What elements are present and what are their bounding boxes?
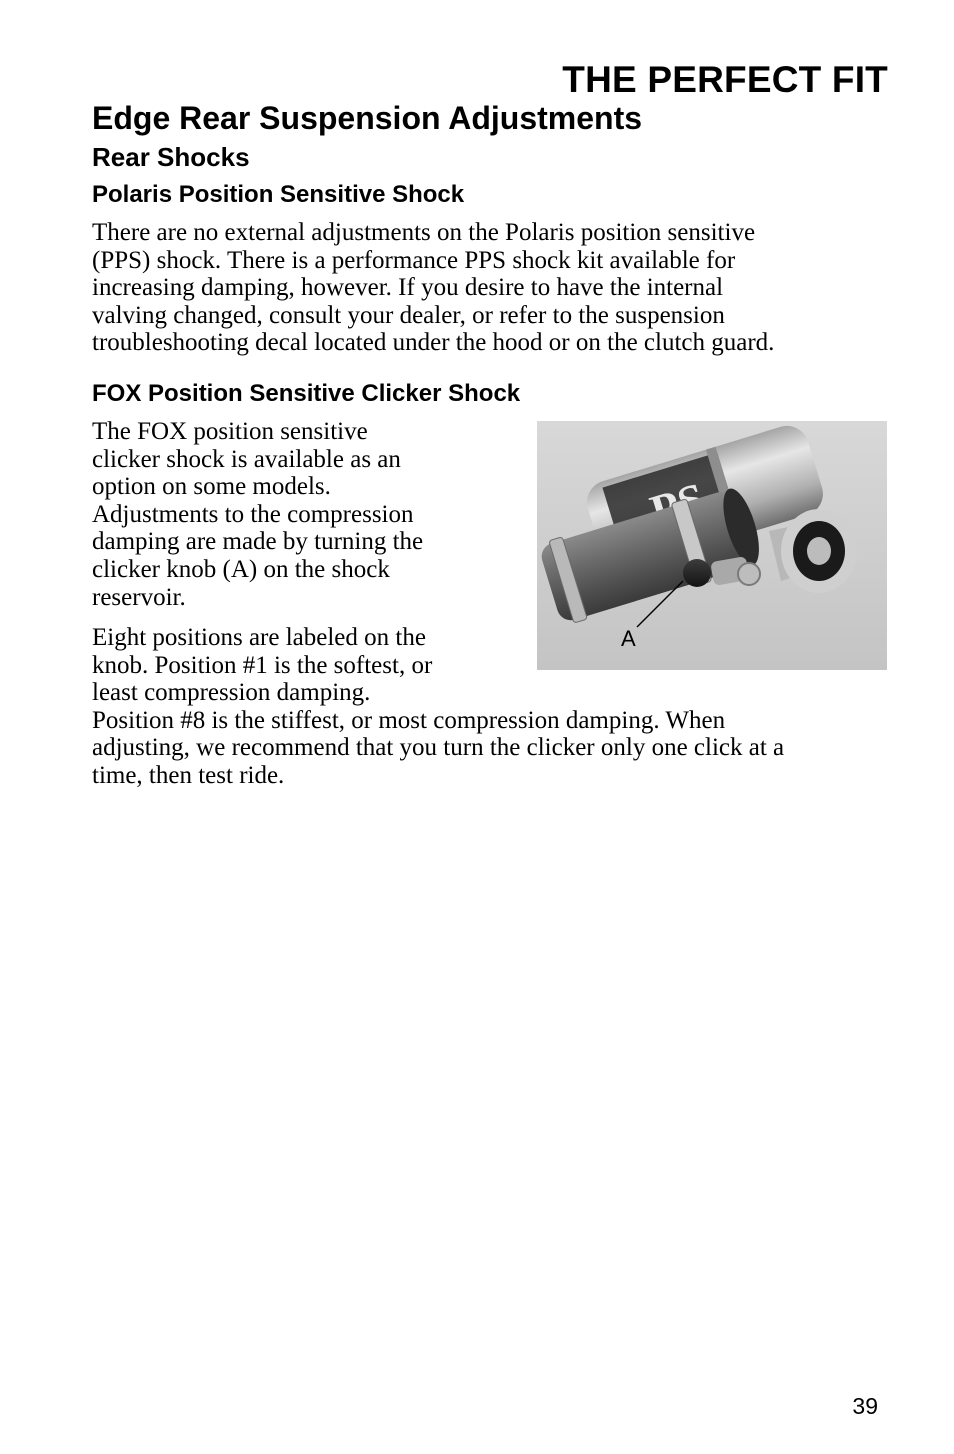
text-line: increasing damping, however. If you desire to have the internal (92, 274, 724, 302)
text-line: Eight positions are labeled on the (92, 624, 426, 651)
polaris-paragraph (92, 219, 774, 357)
text-line: adjusting, we recommend that you turn the clicker only one click at a (92, 734, 785, 762)
text-line: knob. Position #1 is the softest, or (92, 651, 433, 679)
text-line: valving changed, consult your dealer, or refer to the suspension (92, 301, 725, 329)
text-line: Adjustments to the compression (92, 500, 414, 528)
subsection-title: Rear Shocks (92, 142, 250, 172)
text-line: time, then test ride. (92, 761, 285, 789)
shock-illustration (537, 421, 887, 670)
text-line: The FOX position sensitive (92, 418, 368, 445)
shock-photo (537, 421, 887, 670)
text-line: (PPS) shock. There is a performance PPS shock kit available for (92, 246, 736, 274)
text-line: clicker shock is available as an (92, 445, 401, 473)
text-line: least compression damping. (92, 679, 371, 707)
text-line: option on some models. (92, 473, 331, 501)
text-line: There are no external adjustments on the Polaris position sensitive (92, 219, 756, 246)
page-number: 39 (852, 1393, 878, 1419)
text-line: Position #8 is the stiffest, or most compression damping. When (92, 706, 726, 734)
text-line: damping are made by turning the (92, 528, 424, 556)
fox-heading: FOX Position Sensitive Clicker Shock (92, 380, 521, 407)
chapter-title: THE PERFECT FIT (562, 59, 888, 100)
text-line: reservoir. (92, 583, 186, 611)
callout-label-a: A (621, 626, 636, 651)
section-title: Edge Rear Suspension Adjustments (92, 100, 643, 136)
fox-paragraph-1 (92, 418, 423, 611)
text-line: clicker knob (A) on the shock (92, 555, 390, 583)
text-line: troubleshooting decal located under the hood or on the clutch guard. (92, 329, 775, 357)
polaris-heading: Polaris Position Sensitive Shock (92, 181, 465, 208)
